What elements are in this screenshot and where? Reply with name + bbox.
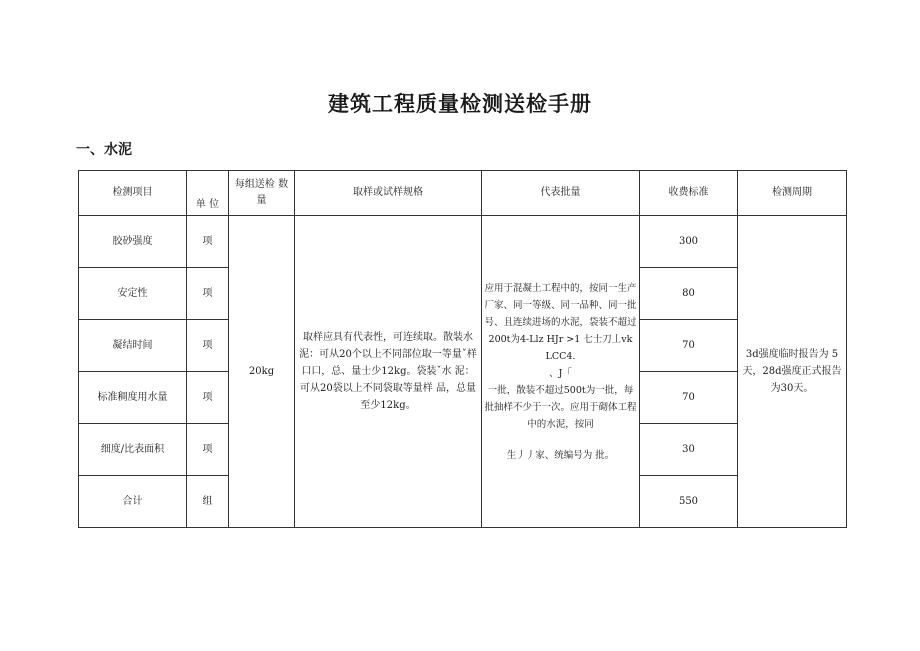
unit-cell: 组 <box>187 476 229 528</box>
batch-text-1: 应用于混凝土工程中的，按同一生产厂家、同一等级、同一品种、同一批号、且连续进场的水泥，袋装不超过200t为4-Llz HJr >1 七士刀丄vk LCC4. <box>484 282 637 362</box>
header-spec: 取样或试样规格 <box>295 171 482 216</box>
item-cell: 安定性 <box>79 268 187 320</box>
unit-cell: 项 <box>187 372 229 424</box>
fee-cell: 80 <box>640 268 738 320</box>
header-row <box>79 171 847 216</box>
fee-cell: 70 <box>640 372 738 424</box>
batch-text-2: 、J「 <box>549 367 572 379</box>
item-cell: 凝结时间 <box>79 320 187 372</box>
table-row <box>79 216 847 268</box>
header-unit: 单 位 <box>187 171 229 216</box>
unit-cell: 项 <box>187 216 229 268</box>
header-qty: 每组送检 数量 <box>229 171 295 216</box>
fee-cell: 30 <box>640 424 738 476</box>
document-title: 建筑工程质量检测送检手册 <box>328 92 592 116</box>
header-fee: 收费标准 <box>640 171 738 216</box>
item-cell: 标准稠度用水量 <box>79 372 187 424</box>
batch-cell <box>482 216 640 528</box>
qty-cell: 20kg <box>229 216 295 528</box>
header-batch: 代表批量 <box>482 171 640 216</box>
fee-cell: 70 <box>640 320 738 372</box>
unit-cell: 项 <box>187 424 229 476</box>
header-item: 检测项目 <box>79 171 187 216</box>
header-period: 检测周期 <box>738 171 847 216</box>
unit-cell: 项 <box>187 320 229 372</box>
cement-test-table <box>78 170 847 528</box>
section-heading: 一、水泥 <box>76 142 132 158</box>
batch-text-3: 一批，散装不超过500t为一批，每批抽样不少于一次。应用于砌体工程中的水泥，按同 <box>484 384 637 430</box>
item-cell: 胶砂强度 <box>79 216 187 268</box>
period-cell: 3d强度临时报告为 5天，28d强度正式报告为30天。 <box>738 216 847 528</box>
item-cell: 细度/比表面积 <box>79 424 187 476</box>
batch-text-4: 生丿丿家、统编号为 批。 <box>506 449 615 461</box>
spec-cell: 取样应具有代表性，可连续取。散装水泥：可从20个以上不同部位取一等量ˇ样口口，总、量士少12kg。袋装ˇ水 泥：可从20袋以上不同袋取等量样 品，总量至少12kg。 <box>295 216 482 528</box>
unit-cell: 项 <box>187 268 229 320</box>
item-cell: 合计 <box>79 476 187 528</box>
fee-cell: 550 <box>640 476 738 528</box>
fee-cell: 300 <box>640 216 738 268</box>
